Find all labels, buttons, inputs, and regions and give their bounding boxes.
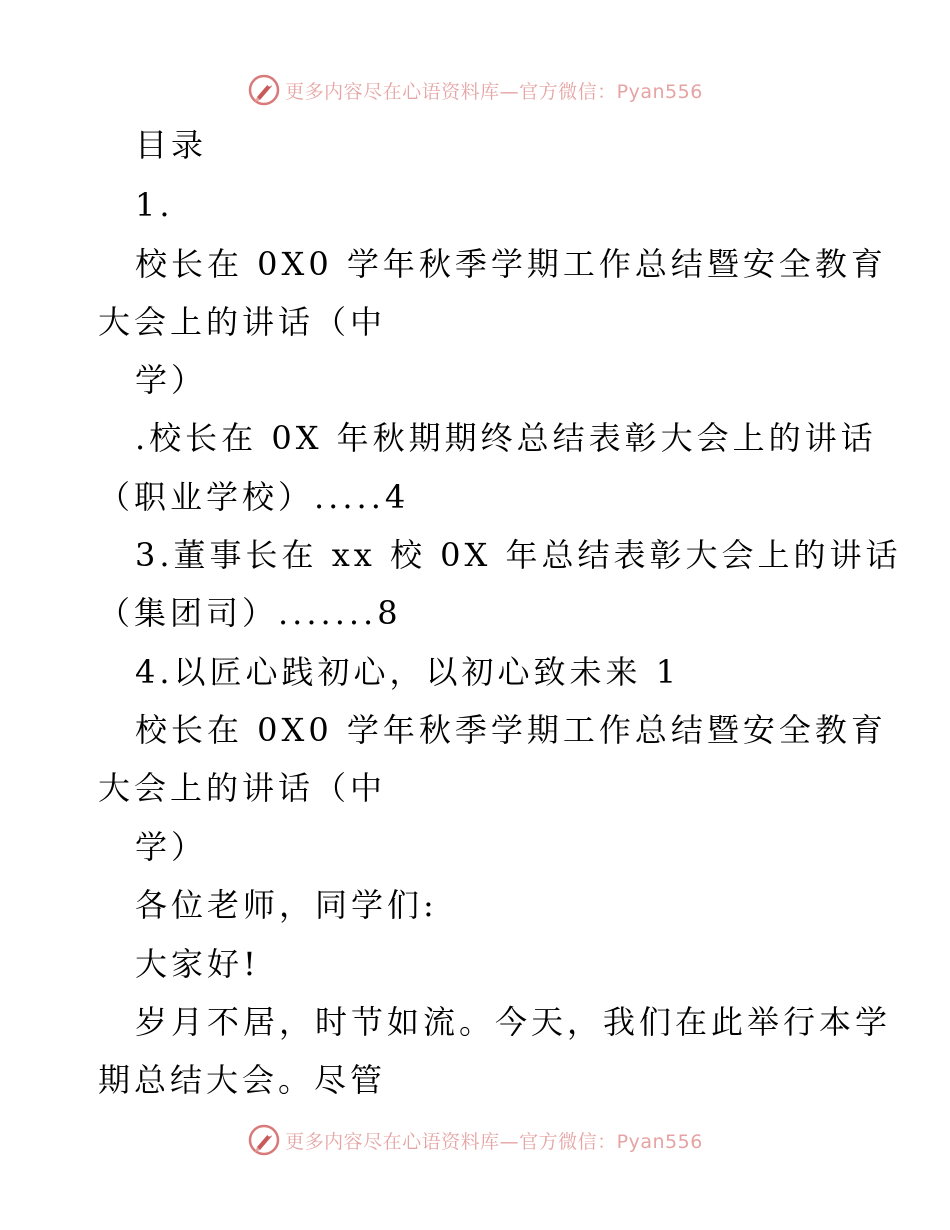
watermark-text: 更多内容尽在心语资料库—官方微信：Pyan556 [285,1130,703,1153]
toc-item-line: .校长在 0X 年秋期期终总结表彰大会上的讲话 [135,419,877,457]
paragraph-line: 期总结大会。尽管 [98,1061,387,1099]
section-title-line: 学） [135,828,208,866]
toc-item-line: 学） [135,361,208,399]
toc-item-line: 3.董事长在 xx 校 0X 年总结表彰大会上的讲话 [135,536,902,574]
toc-heading: 目录 [135,126,208,164]
toc-item-line: 大会上的讲话（中 [98,303,387,341]
toc-item-line: （集团司）.......8 [98,594,402,632]
paragraph-line: 岁月不居，时节如流。今天，我们在此举行本学 [135,1003,892,1041]
toc-item-line: （职业学校）.....4 [98,478,410,516]
paragraph-line: 大家好! [135,945,260,983]
paragraph-line: 各位老师，同学们: [135,886,438,924]
section-title-line: 校长在 0X0 学年秋季学期工作总结暨安全教育 [135,711,887,749]
pen-logo-icon [247,1123,281,1157]
watermark-text: 更多内容尽在心语资料库—官方微信：Pyan556 [285,80,703,103]
footer-watermark [0,1120,950,1160]
toc-item-line: 4.以匠心践初心，以初心致未来 1 [135,653,681,691]
toc-item-line: 校长在 0X0 学年秋季学期工作总结暨安全教育 [135,245,887,283]
section-title-line: 大会上的讲话（中 [98,769,387,807]
toc-item-number: 1. [135,186,174,224]
